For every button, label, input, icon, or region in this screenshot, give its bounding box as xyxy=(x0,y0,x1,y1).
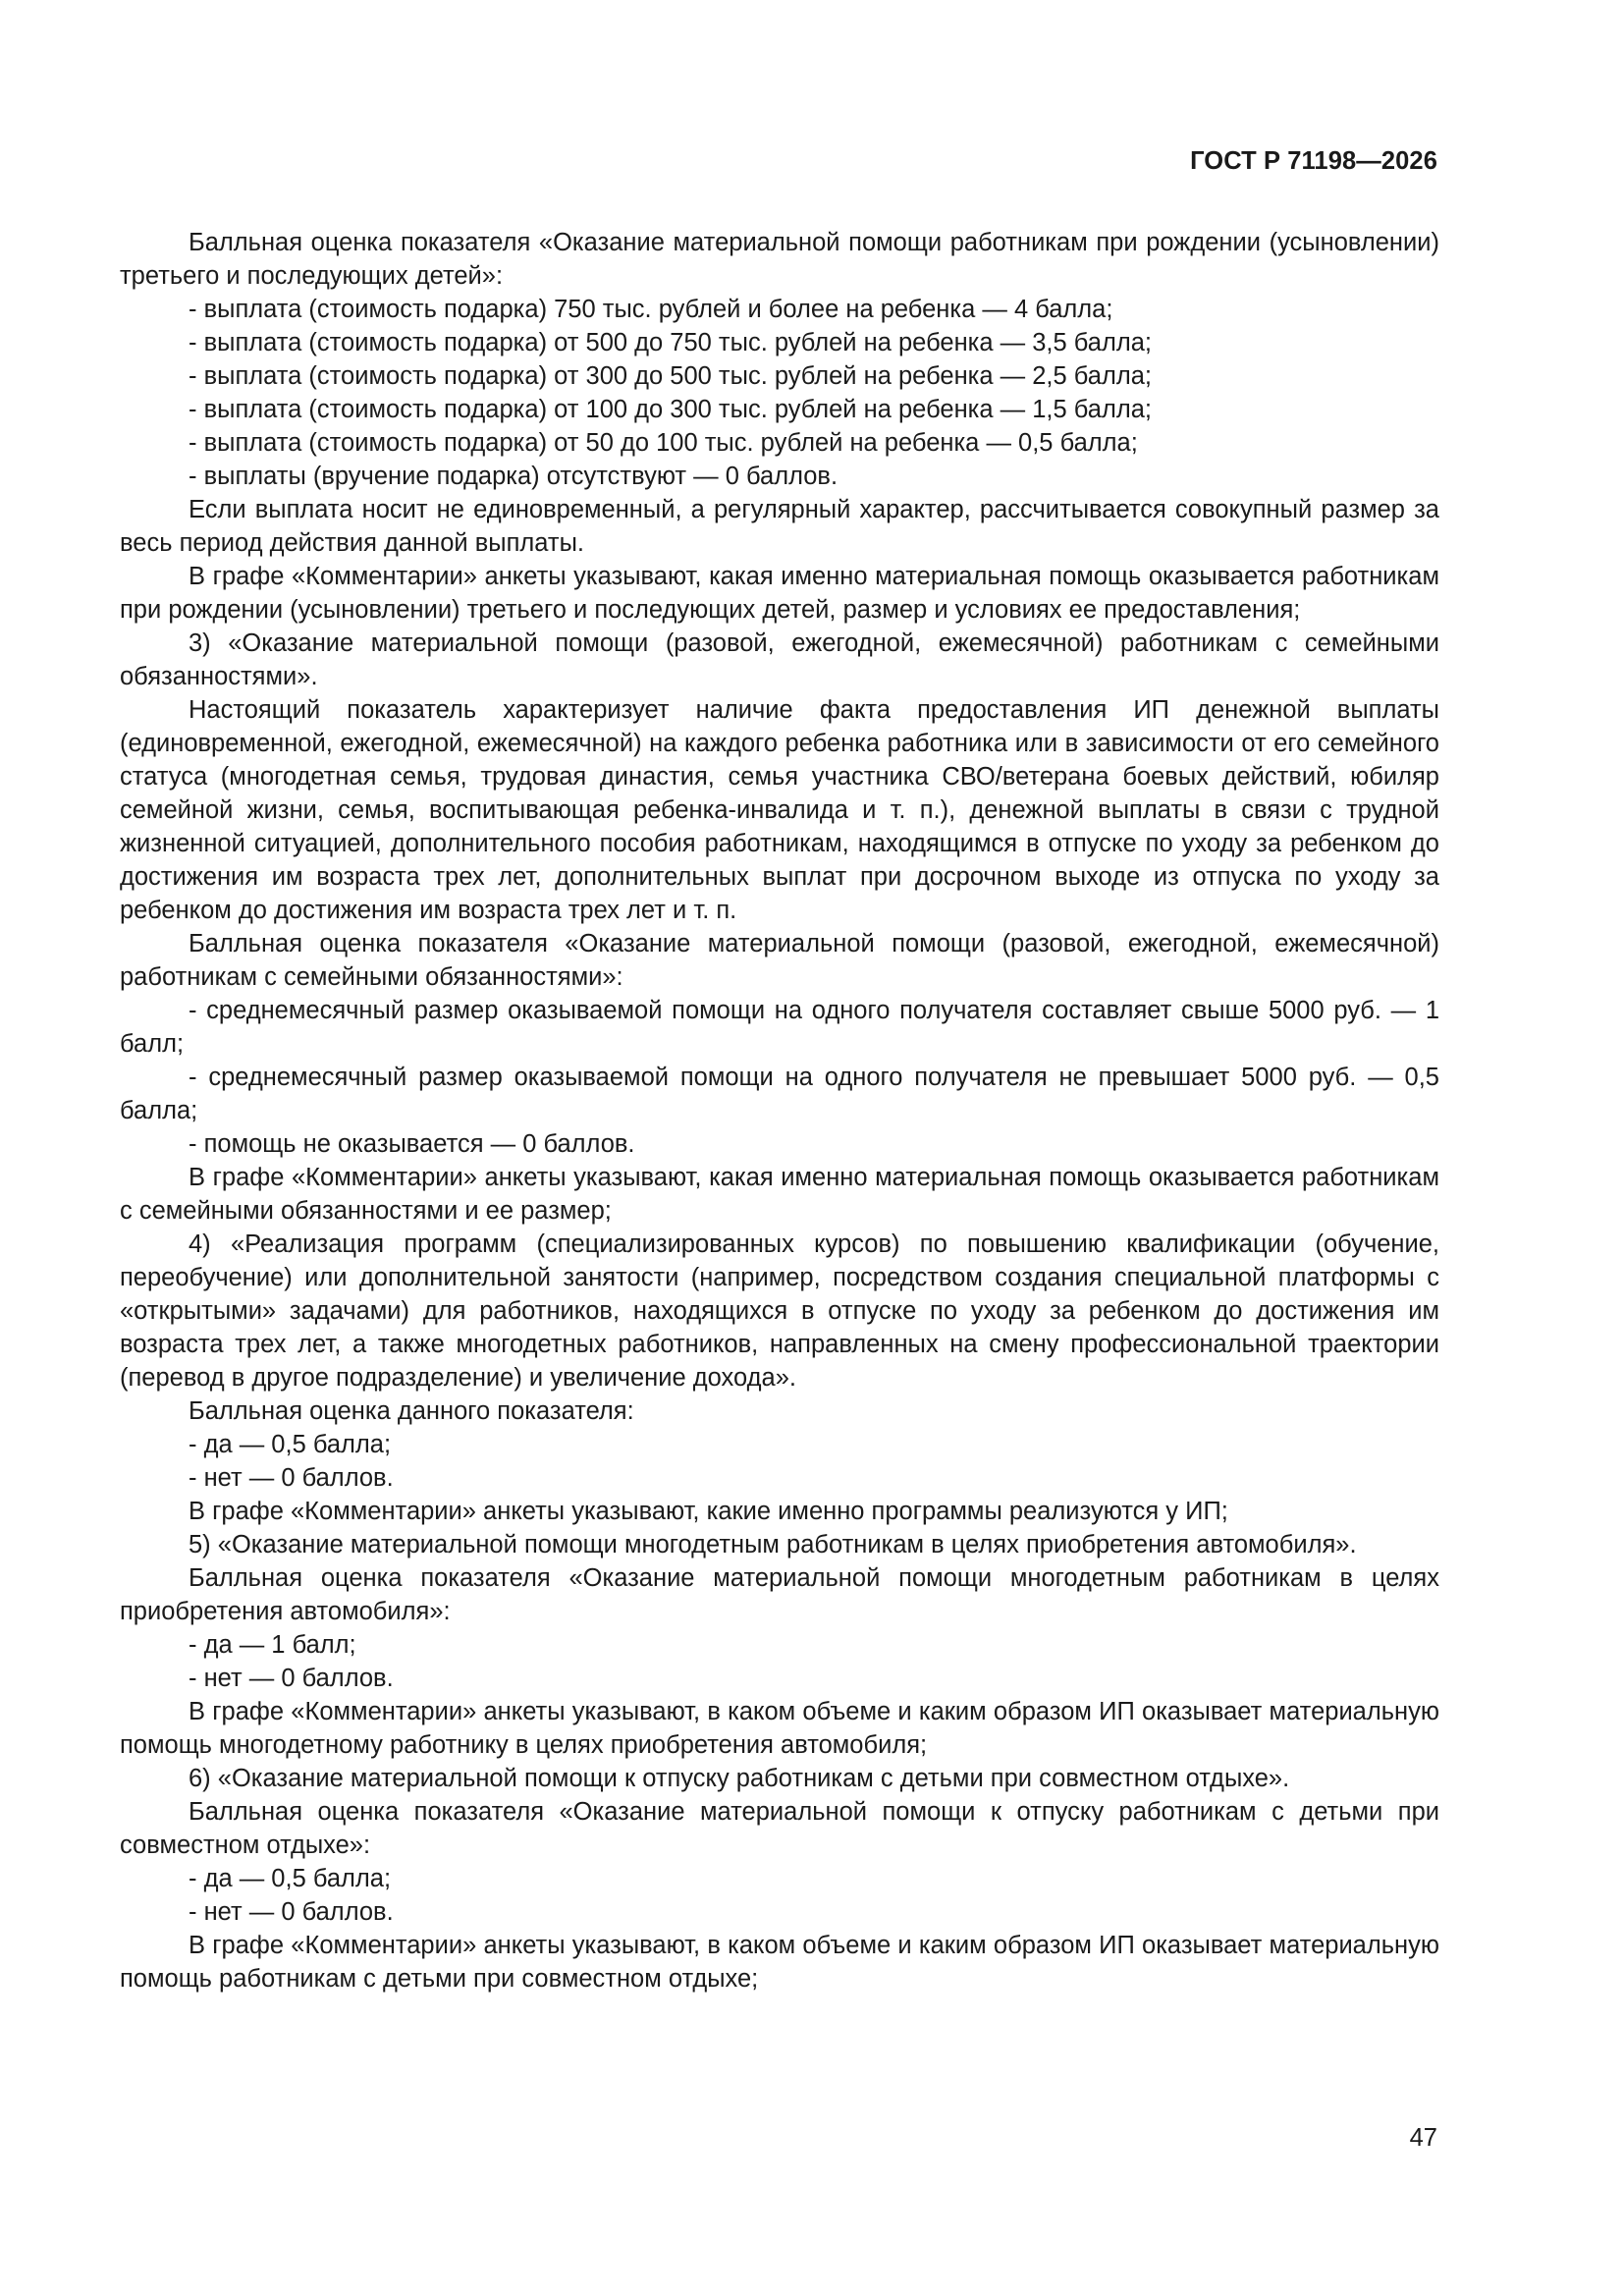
list-item: - выплата (стоимость подарка) от 300 до 500 тыс. рублей на ребенка — 2,5 балла; xyxy=(189,362,1152,390)
paragraph: Настоящий показатель характеризует наличие факта предоставления ИП денежной выплаты (единовременной, ежегодной, ежемесячной) на каждого ребенка работника или в зависимости от его семейного статуса (многодетная семья, трудовая династия, семья участника СВО/ветерана боевых действий, юбиляр семейной жизни, семья, воспитывающая ребенка-инвалида и т. п.), денежной выплаты в связи с трудной жизненной ситуацией, дополнительного пособия работникам, находящимся в отпуске по уходу за ребенком до достижения им возраста трех лет, дополнительных выплат при досрочном выходе из отпуска по уходу за ребенком до достижения им возраста трех лет и т. п. xyxy=(120,696,1439,924)
list-item: - выплаты (вручение подарка) отсутствуют — 0 баллов. xyxy=(189,463,839,490)
list-item: - выплата (стоимость подарка) 750 тыс. рублей и более на ребенка — 4 балла; xyxy=(189,296,1113,323)
list-item: - нет — 0 баллов. xyxy=(189,1464,394,1492)
paragraph: Балльная оценка показателя «Оказание материальной помощи к отпуску работникам с детьми при совместном отдыхе»: xyxy=(120,1798,1439,1859)
paragraph: В графе «Комментарии» анкеты указывают, какие именно программы реализуются у ИП; xyxy=(189,1498,1228,1525)
numbered-item: 3) «Оказание материальной помощи (разовой, ежегодной, ежемесячной) работникам с семейными обязанностями». xyxy=(120,629,1439,690)
paragraph: В графе «Комментарии» анкеты указывают, какая именно материальная помощь оказывается работникам с семейными обязанностями и ее размер; xyxy=(120,1164,1439,1225)
paragraph: Если выплата носит не единовременный, а регулярный характер, рассчитывается совокупный размер за весь период действия данной выплаты. xyxy=(120,496,1439,557)
numbered-item: 4) «Реализация программ (специализированных курсов) по повышению квалификации (обучение, переобучение) или дополнительной занятости (например, посредством создания специальной платформы с «открытыми» задачами) для работников, находящихся в отпуске по уходу за ребенком до достижения им возраста трех лет, а также многодетных работников, направленных на смену профессиональной траектории (перевод в другое подразделение) и увеличение дохода». xyxy=(120,1230,1439,1392)
document-body xyxy=(120,226,1439,1995)
list-item: - нет — 0 баллов. xyxy=(189,1898,394,1926)
list-item: - да — 0,5 балла; xyxy=(189,1431,392,1458)
list-item: - среднемесячный размер оказываемой помощи на одного получателя не превышает 5000 руб. — 0,5 балла; xyxy=(120,1064,1439,1124)
list-item: - помощь не оказывается — 0 баллов. xyxy=(189,1130,635,1158)
list-item: - да — 1 балл; xyxy=(189,1631,356,1659)
paragraph: В графе «Комментарии» анкеты указывают, какая именно материальная помощь оказывается работникам при рождении (усыновлении) третьего и последующих детей, размер и условиях ее предоставления; xyxy=(120,563,1439,624)
list-item: - нет — 0 баллов. xyxy=(189,1665,394,1692)
list-item: - выплата (стоимость подарка) от 50 до 100 тыс. рублей на ребенка — 0,5 балла; xyxy=(189,429,1138,457)
paragraph: Балльная оценка показателя «Оказание материальной помощи многодетным работникам в целях приобретения автомобиля»: xyxy=(120,1564,1439,1625)
numbered-item: 6) «Оказание материальной помощи к отпуску работникам с детьми при совместном отдыхе». xyxy=(189,1765,1290,1792)
list-item: - выплата (стоимость подарка) от 100 до 300 тыс. рублей на ребенка — 1,5 балла; xyxy=(189,396,1152,423)
paragraph: Балльная оценка показателя «Оказание материальной помощи работникам при рождении (усыновлении) третьего и последующих детей»: xyxy=(120,229,1439,290)
list-item: - выплата (стоимость подарка) от 500 до 750 тыс. рублей на ребенка — 3,5 балла; xyxy=(189,329,1152,356)
paragraph: В графе «Комментарии» анкеты указывают, в каком объеме и каким образом ИП оказывает материальную помощь работникам с детьми при совместном отдыхе; xyxy=(120,1932,1439,1993)
list-item: - да — 0,5 балла; xyxy=(189,1865,392,1892)
paragraph: В графе «Комментарии» анкеты указывают, в каком объеме и каким образом ИП оказывает материальную помощь многодетному работнику в целях приобретения автомобиля; xyxy=(120,1698,1439,1759)
paragraph: Балльная оценка показателя «Оказание материальной помощи (разовой, ежегодной, ежемесячной) работникам с семейными обязанностями»: xyxy=(120,930,1439,991)
document-header: ГОСТ Р 71198—2026 xyxy=(1190,147,1437,175)
paragraph: Балльная оценка данного показателя: xyxy=(189,1397,634,1425)
page-number: 47 xyxy=(1409,2124,1437,2152)
numbered-item: 5) «Оказание материальной помощи многодетным работникам в целях приобретения автомобиля». xyxy=(189,1531,1357,1558)
list-item: - среднемесячный размер оказываемой помощи на одного получателя составляет свыше 5000 руб. — 1 балл; xyxy=(120,997,1439,1058)
